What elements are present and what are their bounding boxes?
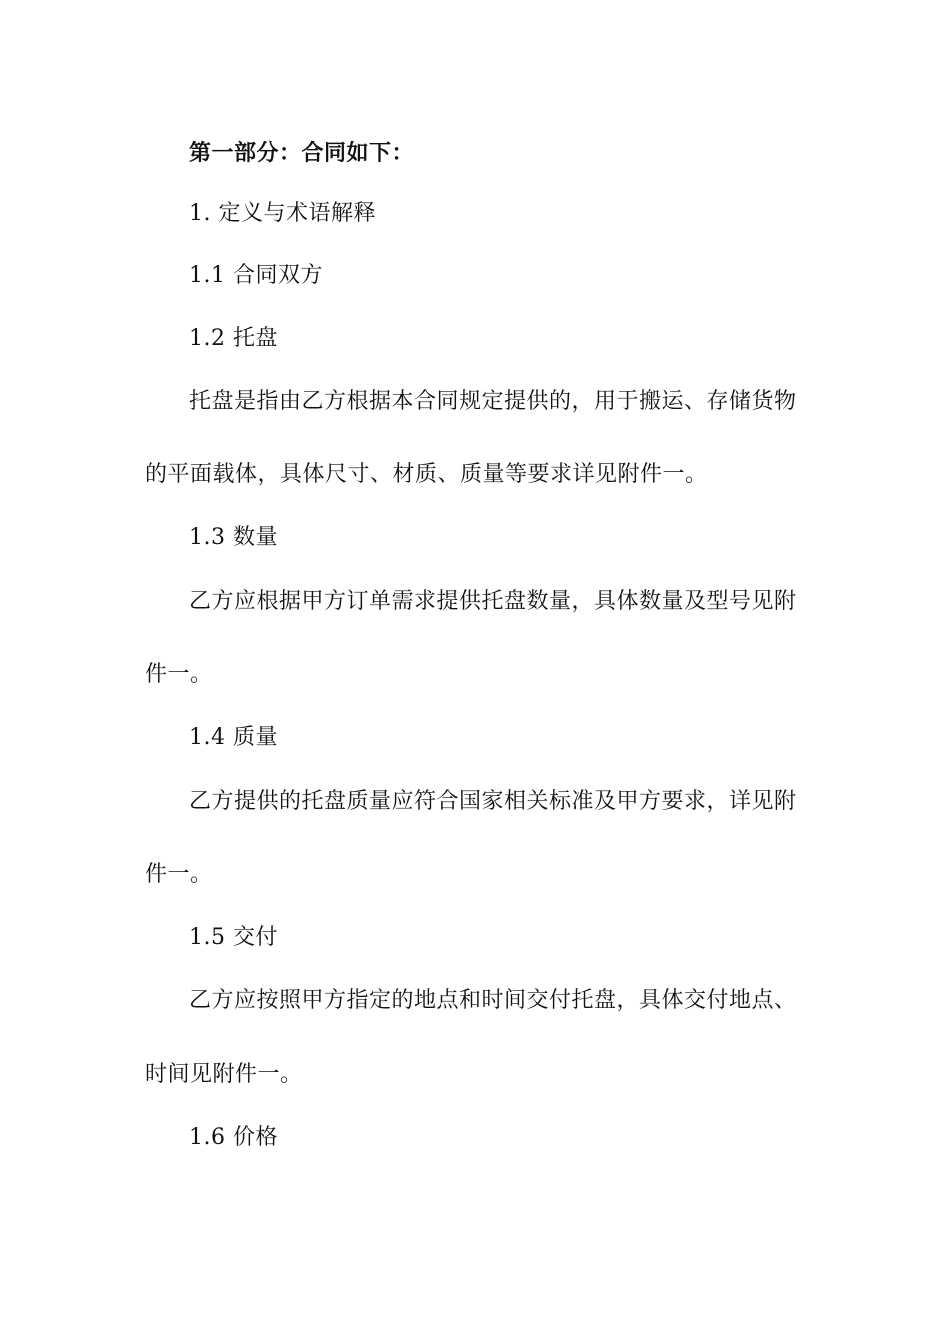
clause-1-2-text-line-1: 托盘是指由乙方根据本合同规定提供的，用于搬运、存储货物	[189, 389, 797, 414]
clause-1-3-title: 1.3 数量	[189, 525, 278, 550]
clause-1-3-text-line-2: 件一。	[145, 662, 213, 687]
clause-1-5-text-line-2: 时间见附件一。	[145, 1062, 303, 1087]
section-heading: 第一部分：合同如下：	[189, 140, 415, 166]
clause-1-6-title: 1.6 价格	[189, 1125, 278, 1150]
clause-1-2-title: 1.2 托盘	[189, 326, 278, 351]
clause-1-1-title: 1.1 合同双方	[189, 263, 323, 288]
clause-1-5-title: 1.5 交付	[189, 925, 278, 950]
clause-1-4-text-line-2: 件一。	[145, 862, 213, 887]
clause-1-2-text-line-2: 的平面载体，具体尺寸、材质、质量等要求详见附件一。	[145, 462, 708, 487]
clause-1-5-text-line-1: 乙方应按照甲方指定的地点和时间交付托盘，具体交付地点、	[189, 988, 797, 1013]
clause-1-4-text-line-1: 乙方提供的托盘质量应符合国家相关标准及甲方要求，详见附	[189, 789, 797, 814]
clause-1-3-text-line-1: 乙方应根据甲方订单需求提供托盘数量，具体数量及型号见附	[189, 589, 797, 614]
clause-1-title: 1. 定义与术语解释	[189, 201, 376, 226]
clause-1-4-title: 1.4 质量	[189, 725, 278, 750]
